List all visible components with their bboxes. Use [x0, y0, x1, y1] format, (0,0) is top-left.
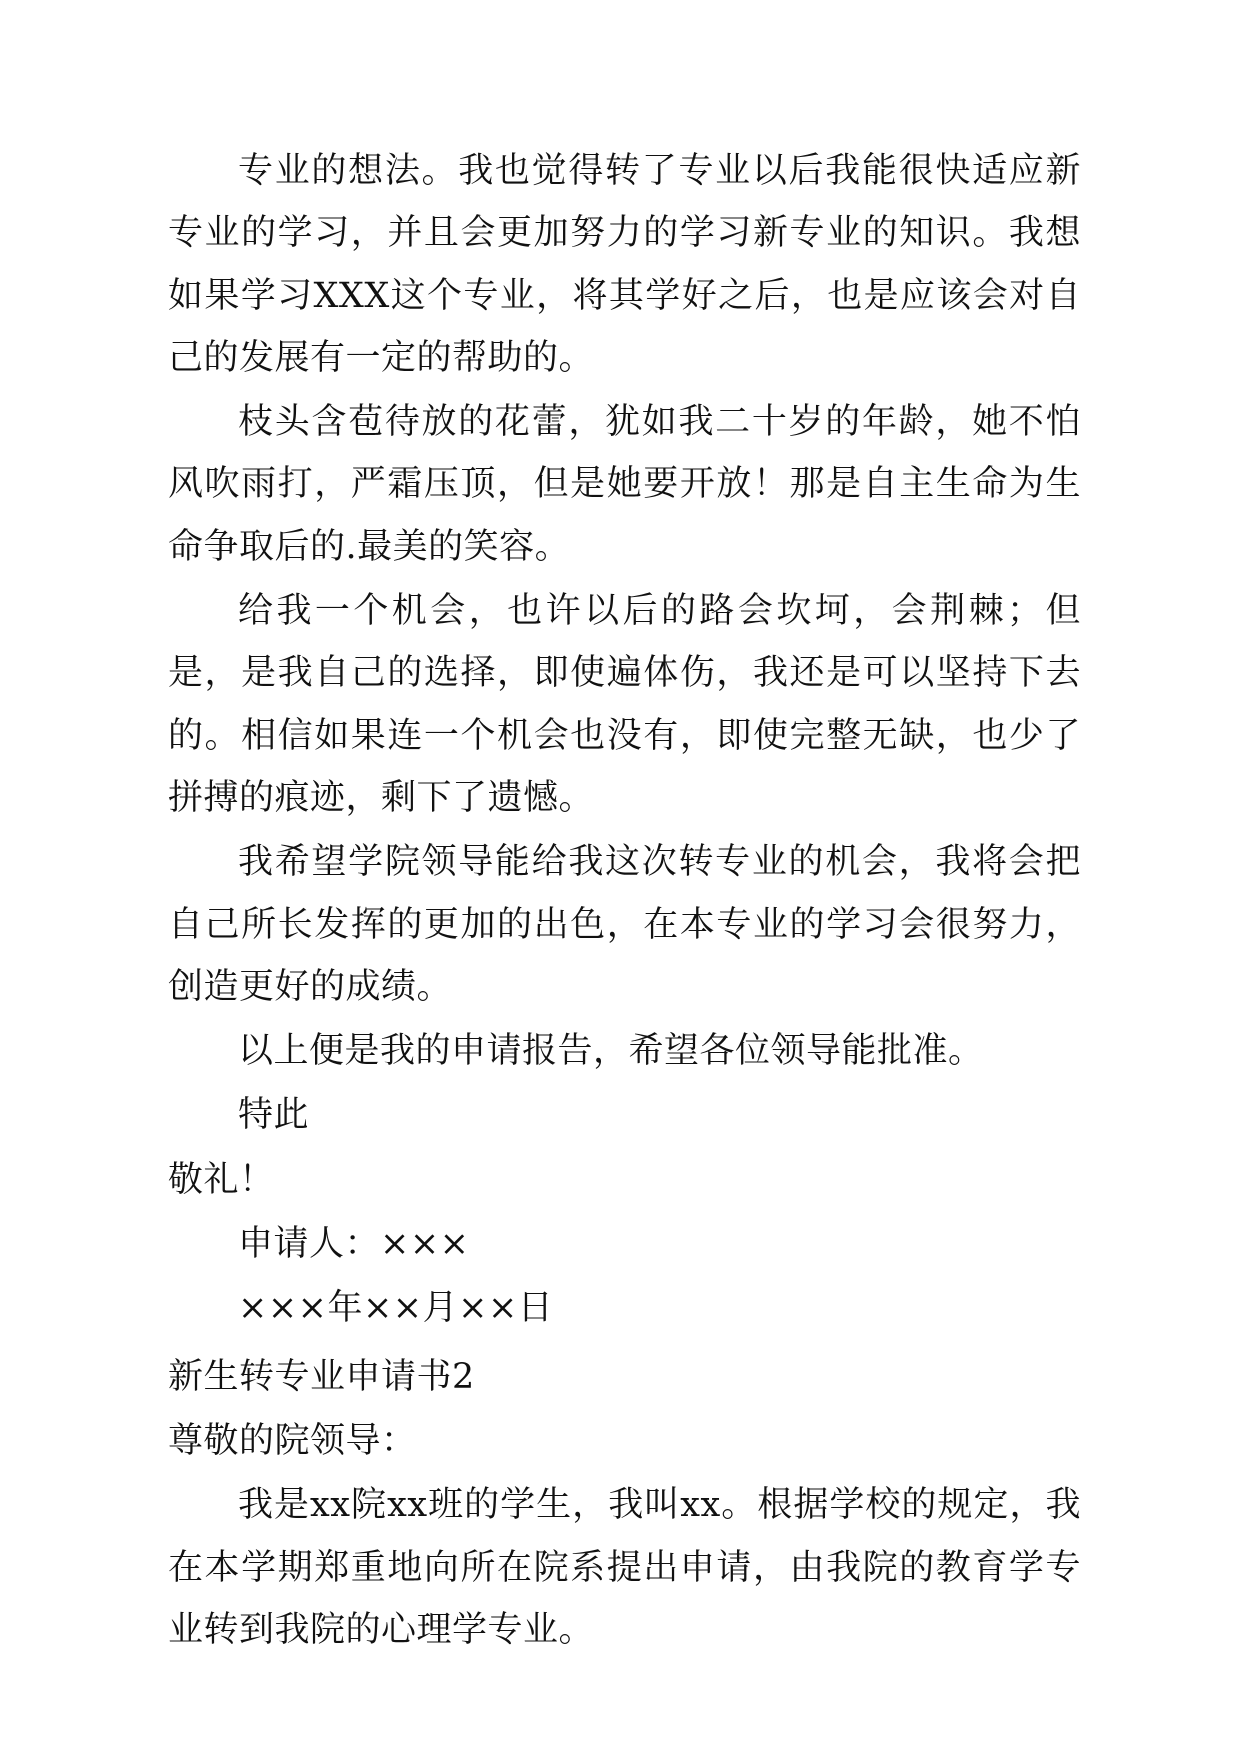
paragraph-continuation: 专业的想法。我也觉得转了专业以后我能很快适应新专业的学习，并且会更加努力的学习新专业的知识。我想如果学习XXX这个专业，将其学好之后，也是应该会对自己的发展有一定的帮助的。 — [168, 151, 1081, 378]
paragraph-request: 我希望学院领导能给我这次转专业的机会，我将会把自己所长发挥的更加的出色，在本专业的学习会很努力，创造更好的成绩。 — [168, 842, 1081, 1007]
document-body — [168, 140, 1081, 1661]
paragraph-teci: 特此 — [238, 1095, 310, 1136]
salutation-leader: 尊敬的院领导： — [168, 1420, 417, 1461]
paragraph-flower-metaphor: 枝头含苞待放的花蕾，犹如我二十岁的年龄，她不怕风吹雨打，严霜压顶，但是她要开放！那是自主生命为生命争取后的.最美的笑容。 — [168, 402, 1081, 567]
section-heading-2: 新生转专业申请书2 — [168, 1356, 475, 1397]
paragraph-salute: 敬礼！ — [168, 1159, 275, 1200]
signature-date: ×××年××月××日 — [238, 1288, 554, 1329]
paragraph-closing-statement: 以上便是我的申请报告，希望各位领导能批准。 — [238, 1031, 984, 1072]
paragraph-self-introduction: 我是xx院xx班的学生，我叫xx。根据学校的规定，我在本学期郑重地向所在院系提出申请，由我院的教育学专业转到我院的心理学专业。 — [168, 1485, 1081, 1650]
paragraph-opportunity: 给我一个机会，也许以后的路会坎坷，会荆棘；但是，是我自己的选择，即使遍体伤，我还是可以坚持下去的。相信如果连一个机会也没有，即使完整无缺，也少了拼搏的痕迹，剩下了遗憾。 — [168, 591, 1081, 818]
signature-applicant: 申请人：××× — [238, 1224, 470, 1265]
